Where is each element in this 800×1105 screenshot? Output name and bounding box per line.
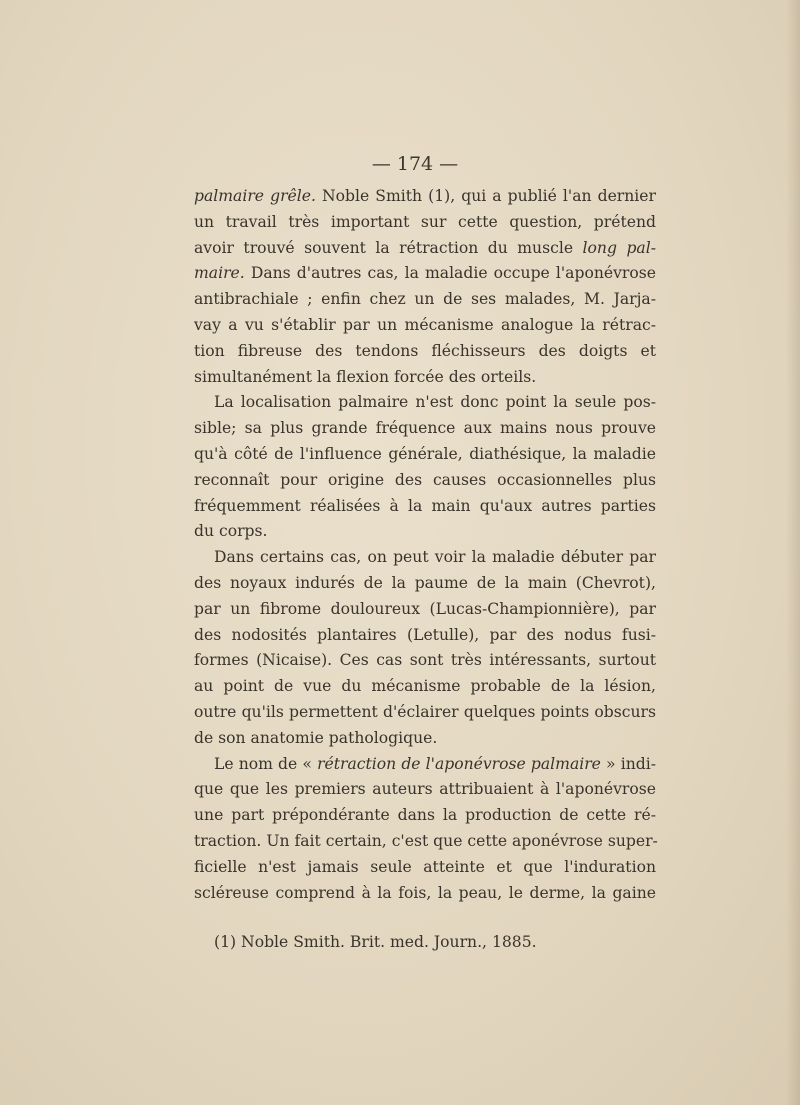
footnote: (1) Noble Smith. Brit. med. Journ., 1885. <box>214 933 537 951</box>
text-line: traction. Un fait certain, c'est que cette aponévrose super- <box>194 831 658 850</box>
text-line: une part prépondérante dans la production de cette ré- <box>194 806 656 825</box>
text-line: scléreuse comprend à la fois, la peau, le derme, la gaine <box>194 883 656 902</box>
text-line: tion fibreuse des tendons fléchisseurs des doigts et <box>194 341 656 360</box>
paragraph-start: Le nom de « rétraction de l'aponévrose palmaire » indi- <box>214 754 656 773</box>
text-line: de son anatomie pathologique. <box>194 728 438 747</box>
text-line: que que les premiers auteurs attribuaient à l'aponévrose <box>194 780 656 799</box>
text-line: qu'à côté de l'influence générale, diathésique, la maladie <box>194 444 656 463</box>
text-line: fréquemment réalisées à la main qu'aux autres parties <box>194 496 656 515</box>
paragraph-start: Dans certains cas, on peut voir la maladie débuter par <box>214 548 656 567</box>
text-line: outre qu'ils permettent d'éclairer quelques points obscurs <box>194 702 656 721</box>
text-line: maire. Dans d'autres cas, la maladie occupe l'aponévrose <box>194 264 656 283</box>
text-line: au point de vue du mécanisme probable de la lésion, <box>194 677 656 696</box>
text-line: du corps. <box>194 522 268 541</box>
italic-phrase: maire. <box>194 264 245 283</box>
text-line: antibrachiale ; enfin chez un de ses malades, M. Jarja- <box>194 290 656 309</box>
text-line: un travail très important sur cette question, prétend <box>194 212 656 231</box>
page-number: — 174 — <box>371 153 459 175</box>
text-line: sible; sa plus grande fréquence aux mains nous prouve <box>194 419 656 438</box>
text-line: palmaire grêle. Noble Smith (1), qui a publié l'an dernier <box>194 187 656 205</box>
body-text <box>194 184 656 906</box>
paragraph-start: La localisation palmaire n'est donc point la seule pos- <box>214 393 656 412</box>
text-line: formes (Nicaise). Ces cas sont très intéressants, surtout <box>194 651 656 670</box>
text-line: des nodosités plantaires (Letulle), par des nodus fusi- <box>194 625 656 644</box>
text-line: vay a vu s'établir par un mécanisme analogue la rétrac- <box>194 315 656 334</box>
italic-phrase: palmaire grêle. <box>194 187 316 205</box>
text-line: des noyaux indurés de la paume de la main (Chevrot), <box>194 573 656 592</box>
text-line: avoir trouvé souvent la rétraction du muscle long pal- <box>194 238 656 257</box>
text-line: reconnaît pour origine des causes occasionnelles plus <box>194 470 656 489</box>
text-line: simultanément la flexion forcée des orteils. <box>194 367 537 386</box>
text-line: ficielle n'est jamais seule atteinte et que l'induration <box>194 857 656 876</box>
text-line: par un fibrome douloureux (Lucas-Championnière), par <box>194 599 656 618</box>
italic-phrase: rétraction de l'aponévrose palmaire <box>317 754 601 773</box>
italic-phrase: long pal- <box>582 238 656 257</box>
